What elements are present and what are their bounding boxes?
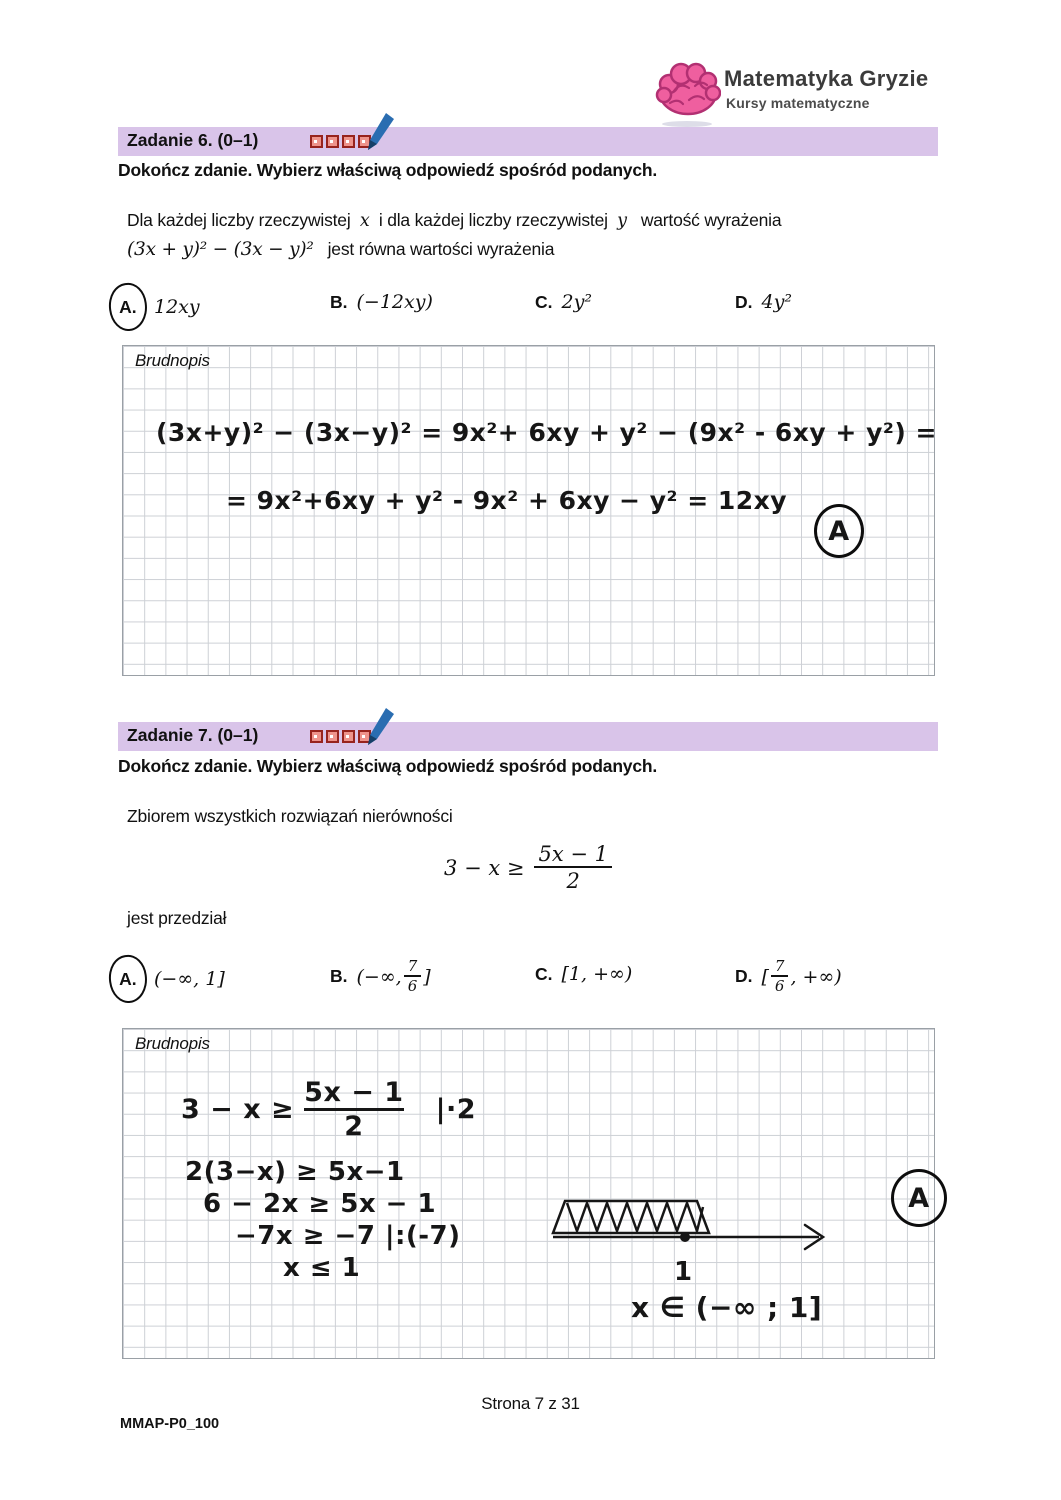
score-box-icon	[310, 135, 323, 148]
score-box-icon	[342, 730, 355, 743]
task6-option-a: A. 12xy	[119, 291, 200, 323]
score-boxes-icon	[310, 730, 371, 743]
option-fraction: $\frac{7}{6}$	[771, 958, 789, 996]
task6-instruction: Dokończ zdanie. Wybierz właściwą odpowiedź spośród podanych.	[118, 160, 658, 180]
task7-option-a: A. (−∞, 1]	[119, 963, 225, 995]
logo-title: Matematyka Gryzie	[724, 66, 929, 91]
answer-circle: A	[891, 1169, 947, 1227]
brain-logo-icon	[655, 60, 721, 127]
handwriting-line: −7x ≥ −7 |:(-7)	[235, 1221, 461, 1251]
score-box-icon	[310, 730, 323, 743]
task7-intro: Zbiorem wszystkich rozwiązań nierówności	[127, 806, 453, 826]
numberline-point-label: 1	[674, 1257, 693, 1287]
logo-subtitle: Kursy matematyczne	[726, 95, 870, 111]
numberline-solution-set: x ∈ (−∞ ; 1]	[631, 1291, 823, 1324]
task7-outro: jest przedział	[127, 908, 227, 928]
option-fraction: $\frac{7}{6}$	[404, 958, 422, 996]
handwriting-fraction: 5x − 1 2	[304, 1077, 404, 1142]
task6-header-bar	[118, 127, 938, 156]
math-expression: (3x + y)² − (3x − y)²	[127, 239, 314, 260]
answer-circle-mark: A.	[106, 953, 150, 1005]
task7-header-bar	[118, 722, 938, 751]
scratchpad-label: Brudnopis	[135, 1034, 210, 1053]
document-code: MMAP-P0_100	[120, 1416, 220, 1432]
number-line-sketch	[551, 1187, 843, 1270]
task7-equation: 3 − x ≥ $\frac{5x - 1}{2}$	[118, 842, 938, 894]
handwriting-line: 6 − 2x ≥ 5x − 1	[203, 1189, 437, 1219]
task6-option-d: D. 4y²	[735, 291, 792, 313]
handwriting-line: = 9x²+6xy + y² - 9x² + 6xy − y² = 12xy	[226, 486, 788, 515]
handwriting-line: (3x+y)² − (3x−y)² = 9x²+ 6xy + y² − (9x² - 6xy + y²) =	[156, 418, 937, 447]
task6-scratchpad-grid	[122, 345, 935, 676]
task6-question-line1: Dla każdej liczby rzeczywistej x i dla każdej liczby rzeczywistej y wartość wyrażenia	[127, 210, 782, 231]
scratchpad-label: Brudnopis	[135, 351, 210, 370]
pen-icon	[365, 112, 395, 157]
task7-option-d: D. [ $\frac{7}{6}$ , +∞)	[735, 957, 842, 995]
task7-title: Zadanie 7. (0–1)	[127, 725, 259, 745]
task7-scratchpad-grid	[122, 1028, 935, 1359]
math-var-y: y	[617, 211, 627, 231]
task6-question-line2: (3x + y)² − (3x − y)² jest równa wartości wyrażenia	[127, 239, 555, 260]
handwriting-line: 3 − x ≥ 5x − 1 2 |·2	[181, 1077, 476, 1142]
pen-icon	[365, 707, 395, 752]
score-box-icon	[342, 135, 355, 148]
answer-circle-mark: A.	[106, 281, 150, 333]
handwriting-line: 2(3−x) ≥ 5x−1	[185, 1157, 405, 1187]
answer-circle: A	[814, 504, 864, 558]
task7-instruction: Dokończ zdanie. Wybierz właściwą odpowiedź spośród podanych.	[118, 756, 658, 776]
math-var-x: x	[359, 211, 370, 231]
score-box-icon	[326, 730, 339, 743]
task7-option-c: C. [1, +∞)	[535, 963, 633, 985]
task7-option-b: B. (−∞, $\frac{7}{6}$ ]	[330, 957, 431, 995]
score-boxes-icon	[310, 135, 371, 148]
task6-option-b: B. (−12xy)	[330, 291, 433, 313]
handwriting-line: x ≤ 1	[283, 1253, 361, 1283]
task6-title: Zadanie 6. (0–1)	[127, 130, 259, 150]
page-number: Strona 7 z 31	[481, 1394, 580, 1413]
equation-fraction: $\frac{5x - 1}{2}$	[534, 842, 612, 894]
score-box-icon	[326, 135, 339, 148]
task6-option-c: C. 2y²	[535, 291, 592, 313]
